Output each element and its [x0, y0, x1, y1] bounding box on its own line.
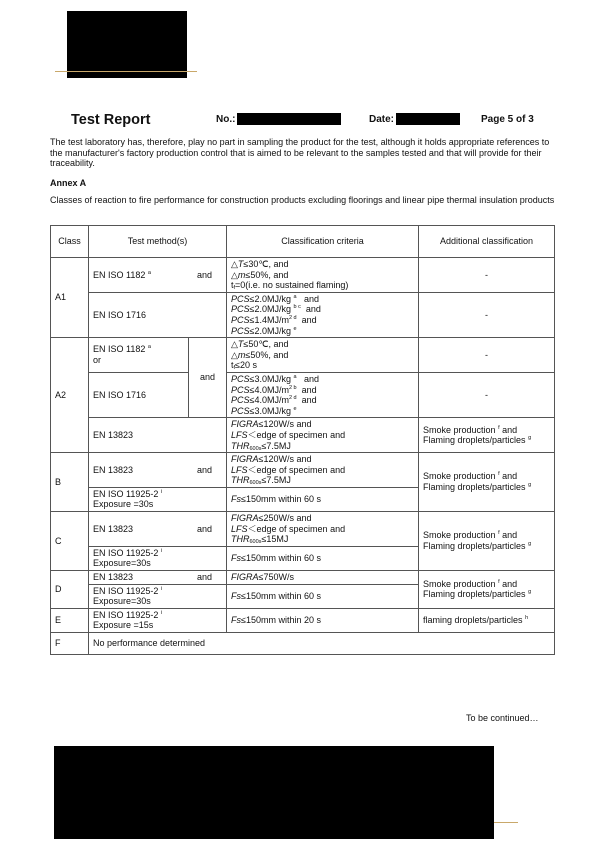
class-label: D [51, 571, 89, 609]
table-row [51, 453, 555, 488]
report-number-redaction [237, 113, 341, 125]
method-cell: No performance determined [89, 633, 555, 655]
method-cell: EN 13823 [89, 418, 227, 453]
table-row [51, 338, 555, 373]
class-label: C [51, 512, 89, 571]
footer-line [494, 822, 518, 823]
table-row [51, 258, 555, 293]
date-label: Date: [369, 114, 395, 125]
criteria-cell: PCS≤3.0MJ/kg $^a$ and $PCS\le 4.0MJ/m^{2 b}$ and $PCS\le 4.0MJ/m^{2 d}$ and PCS≤3.0MJ/kg $^e$ [227, 372, 419, 417]
class-label: A1 [51, 258, 89, 338]
logo-redaction [67, 11, 187, 78]
criteria-cell: Fs≤150mm within 60 s [227, 584, 419, 608]
criteria-cell: △T≤30℃, and △m≤50%, and $t_f=0(i.e$. no sustained flaming) [227, 258, 419, 293]
method-cell: EN 13823 and [89, 571, 227, 585]
criteria-cell: FIGRA≤250W/s and LFS＜edge of specimen and $THR_{600s}\le 15MJ$ [227, 512, 419, 547]
method-cell: EN 13823 and [89, 453, 227, 488]
table-row [51, 292, 555, 337]
annex-description: Classes of reaction to fire performance for construction products excluding floorings and linear pipe thermal insulation products [50, 195, 555, 205]
logo-underline [55, 71, 197, 72]
additional-cell: Smoke production $^f$ and Flaming droplets/particles $^g$ [419, 571, 555, 609]
method-cell: EN ISO 11925-2 $^i$ Exposure=30s [89, 546, 227, 570]
additional-cell: Smoke production $^f$ and Flaming droplets/particles $^g$ [419, 512, 555, 571]
table-row [51, 418, 555, 453]
criteria-cell: Fs≤150mm within 60 s [227, 487, 419, 511]
method-cell: EN ISO 11925-2 $^i$ Exposure=30s [89, 584, 227, 608]
additional-cell: - [419, 372, 555, 417]
class-label: B [51, 453, 89, 512]
additional-cell: - [419, 292, 555, 337]
additional-cell: - [419, 338, 555, 373]
criteria-cell: FIGRA≤750W/s [227, 571, 419, 585]
method-cell: EN ISO 1716 [89, 372, 189, 417]
date-redaction [396, 113, 460, 125]
header-method: Test method(s) [89, 226, 227, 258]
header-class: Class [51, 226, 89, 258]
report-number-label: No.: [216, 114, 236, 125]
criteria-cell: Fs≤150mm within 20 s [227, 608, 419, 632]
page-title: Test Report [71, 112, 151, 128]
additional-cell: - [419, 258, 555, 293]
table-row [51, 633, 555, 655]
method-cell: EN ISO 1182 $^a$ or [89, 338, 189, 373]
intro-paragraph: The test laboratory has, therefore, play no part in sampling the product for the test, although it holds appropriate references to the manufacturer's factory production control that is aimed to be relevant to the samples tested and that will provide for their traceability. [50, 137, 550, 168]
page-number: Page 5 of 3 [481, 114, 534, 125]
method-cell: EN ISO 1716 [89, 292, 227, 337]
criteria-cell: FIGRA≤120W/s and LFS＜edge of specimen and $THR_{600s}\le 7.5MJ$ [227, 418, 419, 453]
annex-title: Annex A [50, 178, 87, 188]
method-cell: EN ISO 1182 $^a$ and [89, 258, 227, 293]
class-label: A2 [51, 338, 89, 453]
header-criteria: Classification criteria [227, 226, 419, 258]
table-row [51, 512, 555, 547]
additional-cell: Smoke production $^f$ and Flaming droplets/particles $^g$ [419, 453, 555, 512]
criteria-cell: Fs≤150mm within 60 s [227, 546, 419, 570]
criteria-cell: FIGRA≤120W/s and LFS＜edge of specimen and $THR_{600s}\le 7.5MJ$ [227, 453, 419, 488]
classification-table [50, 225, 555, 655]
class-label: F [51, 633, 89, 655]
continued-note: To be continued… [466, 713, 539, 723]
header-additional: Additional classification [419, 226, 555, 258]
and-cell: and [189, 338, 227, 418]
criteria-cell: △T≤50℃, and △m≤50%, and $t_f\le 20$ s [227, 338, 419, 373]
method-cell: EN ISO 11925-2 $^i$ Exposure =30s [89, 487, 227, 511]
additional-cell: flaming droplets/particles $^h$ [419, 608, 555, 632]
additional-cell: Smoke production $^f$ and Flaming droplets/particles $^g$ [419, 418, 555, 453]
footer-redaction [54, 746, 494, 839]
table-row [51, 372, 555, 417]
table-header-row [51, 226, 555, 258]
criteria-cell: PCS≤2.0MJ/kg $^a$ and PCS≤2.0MJ/kg $^{b c}$ and $PCS\le 1.4MJ/m^{2 d}$ and PCS≤2.0MJ/kg $^e$ [227, 292, 419, 337]
class-label: E [51, 608, 89, 632]
method-cell: EN ISO 11925-2 $^i$ Exposure =15s [89, 608, 227, 632]
method-cell: EN 13823 and [89, 512, 227, 547]
table-row [51, 571, 555, 585]
table-row [51, 608, 555, 632]
